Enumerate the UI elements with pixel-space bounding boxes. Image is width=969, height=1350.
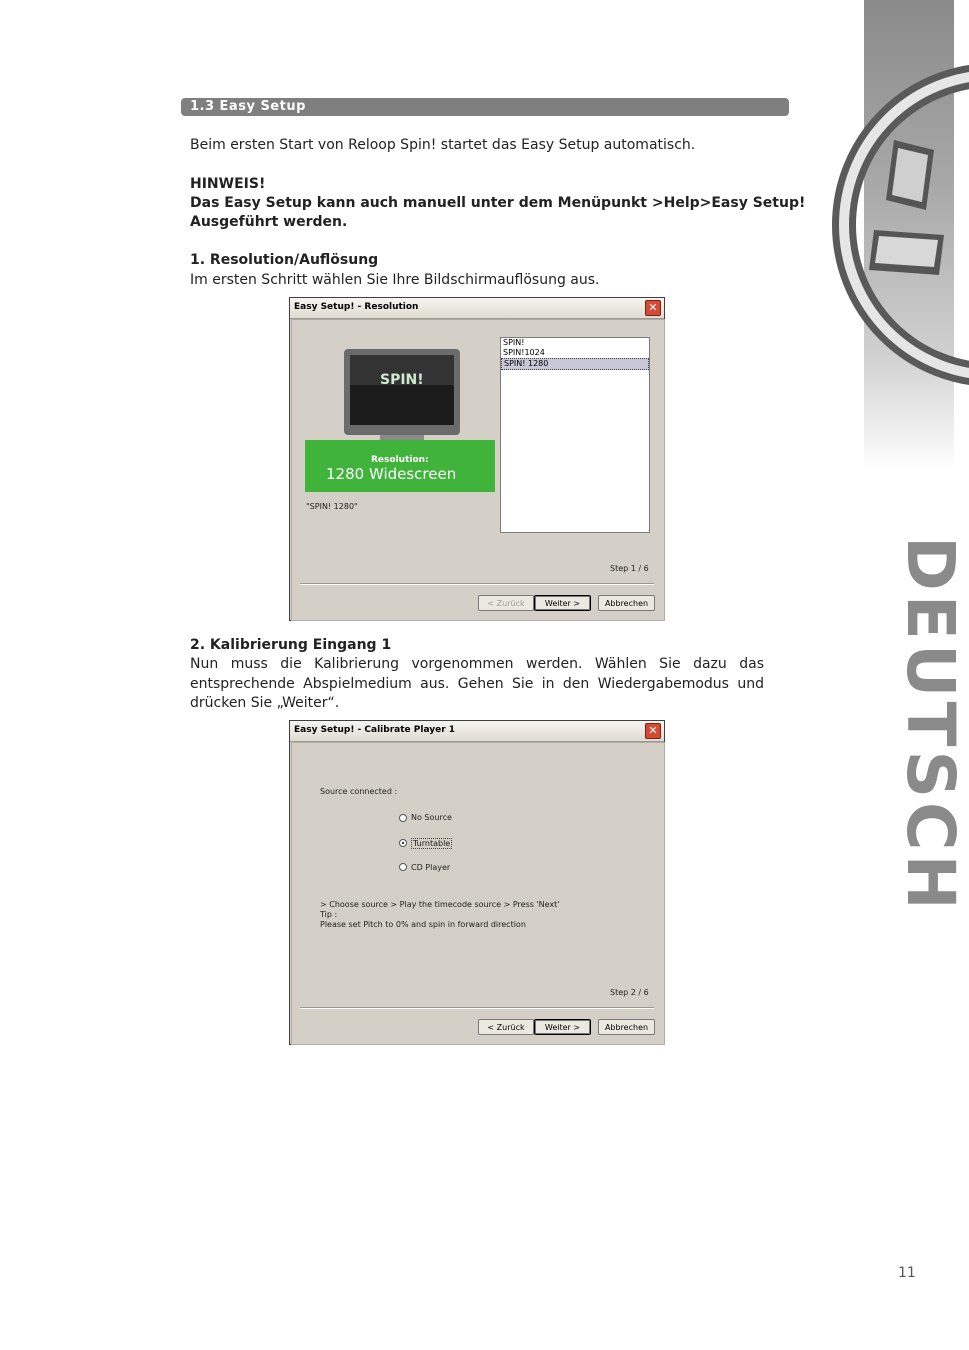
- selected-resolution-caption: "SPIN! 1280": [306, 502, 358, 511]
- dialog-title: Easy Setup! - Calibrate Player 1: [294, 725, 456, 735]
- dialog-title: Easy Setup! - Resolution: [294, 302, 419, 312]
- language-label: DEUTSCH: [892, 536, 969, 914]
- radio-turntable[interactable]: [399, 839, 407, 847]
- radio-cd-player[interactable]: [399, 863, 407, 871]
- back-button[interactable]: < Zurück: [478, 1019, 534, 1035]
- list-item[interactable]: SPIN!: [503, 338, 525, 347]
- option-cd-player[interactable]: CD Player: [411, 863, 451, 872]
- note-line-2: Ausgeführt werden.: [190, 214, 348, 230]
- step1-text: Im ersten Schritt wählen Sie Ihre Bildschirmauflösung aus.: [190, 272, 600, 288]
- spin-logo: SPIN!: [380, 372, 424, 388]
- cancel-button[interactable]: Abbrechen: [598, 1019, 655, 1035]
- step2-line-3: drücken Sie „Weiter“.: [190, 695, 340, 711]
- list-item[interactable]: SPIN!1024: [503, 348, 545, 357]
- section-title: 1.3 Easy Setup: [190, 99, 306, 114]
- radio-no-source[interactable]: [399, 814, 407, 822]
- option-no-source[interactable]: No Source: [411, 813, 452, 822]
- source-label: Source connected :: [320, 787, 398, 796]
- cancel-button[interactable]: Abbrechen: [598, 595, 655, 611]
- note-line-1: Das Easy Setup kann auch manuell unter dem Menüpunkt >Help>Easy Setup!: [190, 195, 806, 211]
- step-indicator: Step 2 / 6: [610, 988, 649, 997]
- tip-text: Please set Pitch to 0% and spin in forward direction: [320, 920, 526, 929]
- note-heading: HINWEIS!: [190, 176, 266, 192]
- reloop-logo-icon: [864, 60, 954, 390]
- separator: [300, 1007, 654, 1009]
- option-turntable[interactable]: Turntable: [413, 839, 451, 848]
- dialog-title-bar: [290, 721, 664, 742]
- step2-heading: 2. Kalibrierung Eingang 1: [190, 637, 392, 653]
- page-number: 11: [898, 1265, 916, 1281]
- monitor-icon: [342, 347, 462, 453]
- resolution-value: 1280 Widescreen: [326, 465, 457, 483]
- close-icon[interactable]: ✕: [645, 300, 661, 316]
- step2-line-2: entsprechende Abspielmedium aus. Gehen Sie in den Wiedergabemodus und: [190, 676, 764, 692]
- separator: [300, 583, 654, 585]
- step2-line-1: Nun muss die Kalibrierung vorgenommen werden. Wählen Sie dazu das: [190, 656, 764, 672]
- list-item[interactable]: SPIN! 1280: [501, 358, 649, 370]
- resolution-dialog: [289, 297, 665, 621]
- back-button[interactable]: < Zurück: [478, 595, 534, 611]
- resolution-listbox[interactable]: [500, 337, 650, 533]
- close-icon[interactable]: ✕: [645, 723, 661, 739]
- next-button[interactable]: Weiter >: [534, 595, 591, 611]
- intro-text: Beim ersten Start von Reloop Spin! startet das Easy Setup automatisch.: [190, 137, 696, 153]
- calibrate-dialog: [289, 720, 665, 1045]
- next-button[interactable]: Weiter >: [534, 1019, 591, 1035]
- step1-heading: 1. Resolution/Auflösung: [190, 252, 379, 268]
- resolution-banner: [305, 440, 495, 492]
- tip-label: Tip :: [320, 910, 338, 919]
- instruction-text: > Choose source > Play the timecode source > Press 'Next': [320, 900, 560, 909]
- resolution-label: Resolution:: [371, 455, 429, 465]
- dialog-title-bar: [290, 298, 664, 319]
- step-indicator: Step 1 / 6: [610, 564, 649, 573]
